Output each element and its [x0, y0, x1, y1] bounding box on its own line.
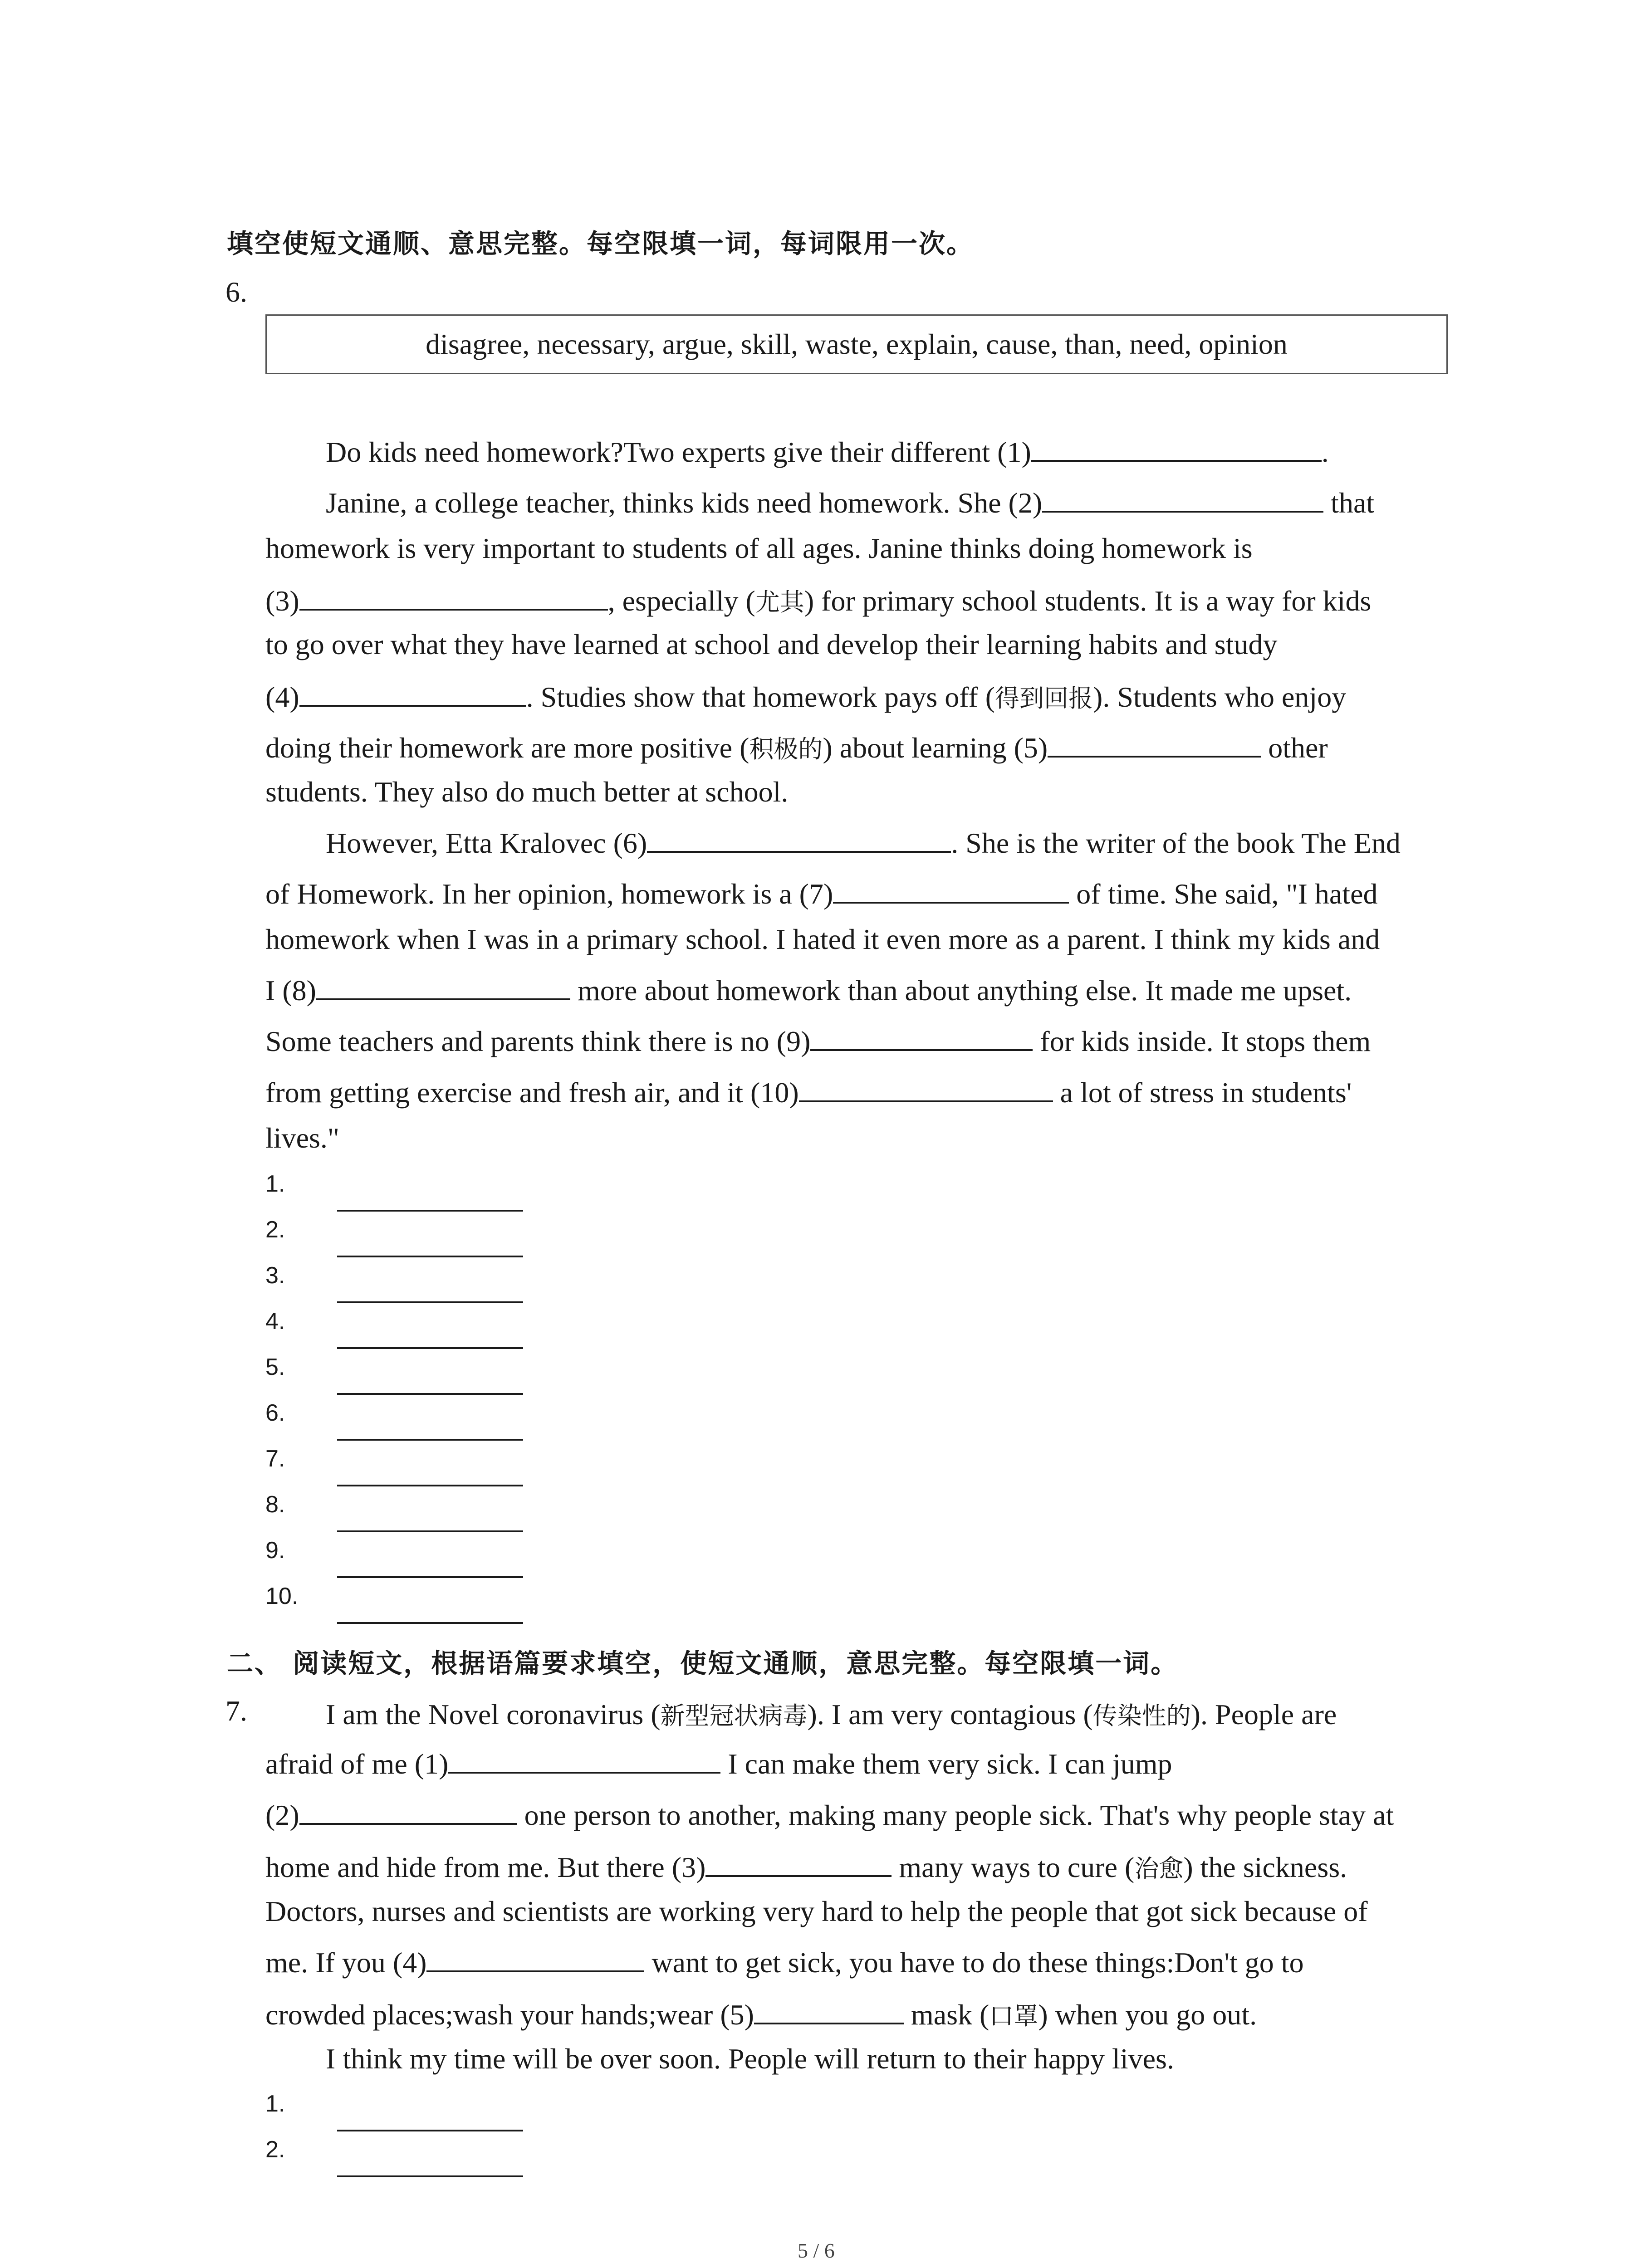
passage-line: However, Etta Kralovec (6) . She is the writer of the book The End: [326, 827, 1401, 859]
passage-line: doing their homework are more positive (积极的) about learning (5) other: [265, 732, 1328, 764]
blank-7[interactable]: [833, 878, 1069, 904]
passage-line: Janine, a college teacher, thinks kids need homework. She (2) that: [326, 487, 1375, 519]
blank-9[interactable]: [810, 1026, 1033, 1051]
passage-line: homework is very important to students of all ages. Janine thinks doing homework is: [265, 532, 1253, 564]
answer-blank-6[interactable]: [337, 1439, 523, 1441]
answer-number: 7.: [265, 1446, 285, 1472]
passage-line: homework when I was in a primary school. I hated it even more as a parent. I think my kids and: [265, 923, 1380, 955]
q7-answer-blank-1[interactable]: [337, 2130, 523, 2131]
passage-line: (3) , especially (尤其) for primary school students. It is a way for kids: [265, 585, 1372, 617]
q7-blank-4[interactable]: [426, 1947, 644, 1972]
passage-line: crowded places;wash your hands;wear (5) mask (口罩) when you go out.: [265, 1999, 1257, 2031]
passage-line: I (8) more about homework than about anything else. It made me upset.: [265, 974, 1352, 1007]
answer-blank-5[interactable]: [337, 1393, 523, 1395]
answer-blank-7[interactable]: [337, 1485, 523, 1486]
answer-number: 5.: [265, 1354, 285, 1380]
passage-line: (4) . Studies show that homework pays off (得到回报). Students who enjoy: [265, 681, 1347, 713]
blank-4[interactable]: [299, 681, 526, 707]
q7-blank-2[interactable]: [299, 1799, 517, 1825]
passage-line: home and hide from me. But there (3) many ways to cure (治愈) the sickness.: [265, 1851, 1347, 1883]
answer-number: 3.: [265, 1262, 285, 1289]
answer-blank-2[interactable]: [337, 1256, 523, 1257]
passage-line: from getting exercise and fresh air, and it (10) a lot of stress in students': [265, 1076, 1352, 1109]
blank-2[interactable]: [1042, 487, 1323, 513]
answer-blank-3[interactable]: [337, 1301, 523, 1303]
passage-line: to go over what they have learned at school and develop their learning habits and study: [265, 628, 1278, 660]
passage-line: I think my time will be over soon. People will return to their happy lives.: [326, 2043, 1174, 2075]
answer-number: 10.: [265, 1583, 299, 1609]
answer-number: 1.: [265, 2091, 285, 2117]
blank-3[interactable]: [299, 585, 608, 611]
blank-6[interactable]: [647, 827, 951, 853]
section-instruction: 填空使短文通顺、意思完整。每空限填一词，每词限用一次。: [227, 228, 975, 259]
answer-number: 2.: [265, 2136, 285, 2163]
answer-blank-8[interactable]: [337, 1530, 523, 1532]
page-number: 5 / 6: [798, 2239, 835, 2262]
answer-number: 2.: [265, 1217, 285, 1243]
answer-blank-10[interactable]: [337, 1622, 523, 1624]
word-bank-box: [265, 314, 1448, 374]
answer-number: 8.: [265, 1491, 285, 1518]
passage-line: I am the Novel coronavirus (新型冠状病毒). I am very contagious (传染性的). People are: [326, 1698, 1337, 1730]
blank-5[interactable]: [1048, 732, 1261, 758]
q7-blank-1[interactable]: [448, 1748, 720, 1774]
blank-1[interactable]: [1031, 436, 1322, 462]
answer-number: 4.: [265, 1308, 285, 1334]
passage-line: Some teachers and parents think there is no (9) for kids inside. It stops them: [265, 1025, 1371, 1057]
q7-blank-3[interactable]: [705, 1852, 892, 1877]
question-number: 7.: [225, 1695, 247, 1727]
answer-number: 9.: [265, 1537, 285, 1564]
passage-line: (2) one person to another, making many people sick. That's why people stay at: [265, 1799, 1394, 1831]
answer-blank-1[interactable]: [337, 1210, 523, 1212]
blank-8[interactable]: [316, 975, 570, 1000]
section-heading: 二、 阅读短文，根据语篇要求填空，使短文通顺，意思完整。每空限填一词。: [227, 1648, 1179, 1679]
q7-answer-blank-2[interactable]: [337, 2175, 523, 2177]
passage-line: Doctors, nurses and scientists are working very hard to help the people that got sick because of: [265, 1895, 1368, 1927]
answer-number: 1.: [265, 1171, 285, 1197]
answer-number: 6.: [265, 1400, 285, 1426]
word-bank-text: disagree, necessary, argue, skill, waste, explain, cause, than, need, opinion: [426, 328, 1288, 360]
passage-line: me. If you (4) want to get sick, you have to do these things:Don't go to: [265, 1946, 1304, 1979]
passage-line: afraid of me (1) I can make them very sick. I can jump: [265, 1748, 1172, 1780]
passage-line: Do kids need homework?Two experts give their different (1) .: [326, 436, 1329, 468]
passage-line: lives.": [265, 1122, 339, 1154]
q7-blank-5[interactable]: [754, 1999, 904, 2024]
answer-blank-4[interactable]: [337, 1347, 523, 1349]
passage-line: students. They also do much better at school.: [265, 776, 789, 808]
passage-line: of Homework. In her opinion, homework is a (7) of time. She said, "I hated: [265, 878, 1378, 910]
question-number: 6.: [225, 276, 247, 308]
blank-10[interactable]: [799, 1077, 1053, 1102]
answer-blank-9[interactable]: [337, 1576, 523, 1578]
